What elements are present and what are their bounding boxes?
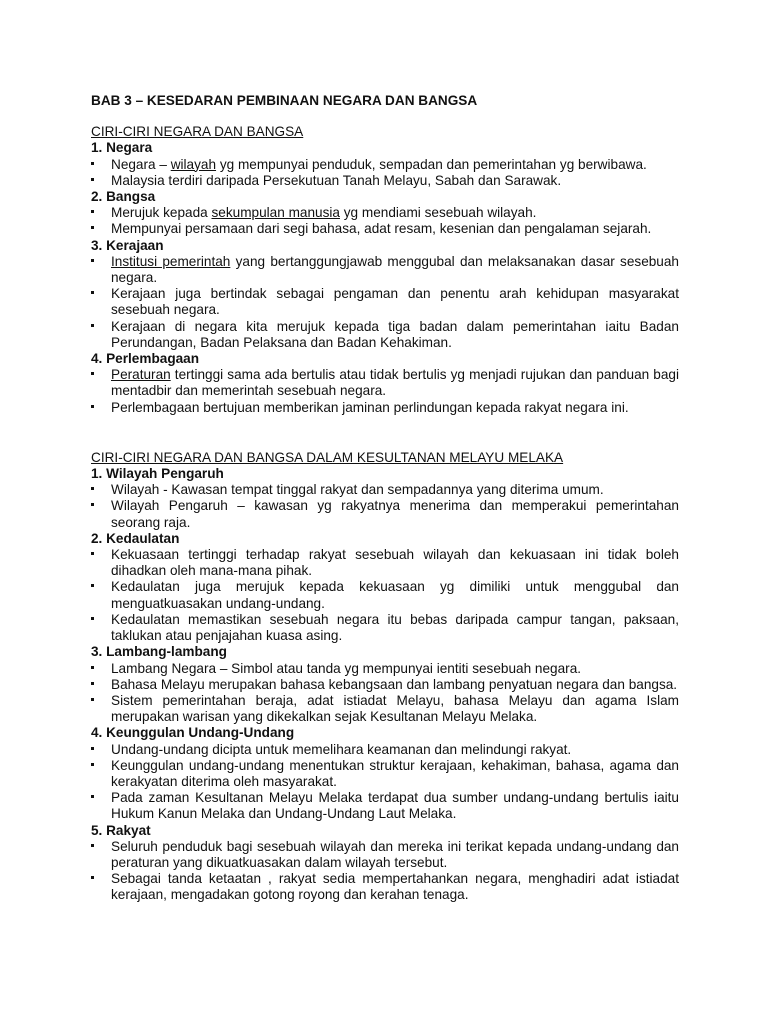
bullet-perlembagaan-1: Peraturan tertinggi sama ada bertulis atau tidak bertulis yg menjadi rujukan dan panduan bagi mentadbir dan memerintah sesebuah negara. xyxy=(91,367,679,399)
bullet-negara-2: Malaysia terdiri daripada Persekutuan Tanah Melayu, Sabah dan Sarawak. xyxy=(91,173,679,189)
subheading-bangsa: 2. Bangsa xyxy=(91,189,156,205)
bullet-icon xyxy=(91,291,94,294)
bullet-kedaulatan-3: Kedaulatan memastikan sesebuah negara itu bebas daripada campur tangan, paksaan, taklukan atau penjajahan kuasa asing. xyxy=(91,612,679,644)
bullet-icon xyxy=(91,666,94,669)
bullet-icon xyxy=(91,226,94,229)
subheading-kedaulatan: 2. Kedaulatan xyxy=(91,530,180,546)
section-heading-ciri-ciri: CIRI-CIRI NEGARA DAN BANGSA xyxy=(91,124,304,140)
subheading-lambang: 3. Lambang-lambang xyxy=(91,644,227,660)
bullet-negara-1: Negara – wilayah yg mempunyai penduduk, sempadan dan pemerintahan yg berwibawa. xyxy=(91,157,679,173)
bullet-icon xyxy=(91,763,94,766)
subheading-kerajaan: 3. Kerajaan xyxy=(91,237,164,253)
bullet-rakyat-2: Sebagai tanda ketaatan , rakyat sedia mempertahankan negara, menghadiri adat istiadat kerajaan, mengadakan gotong royong dan kerahan tenaga. xyxy=(91,871,679,903)
bullet-icon xyxy=(91,844,94,847)
subheading-negara: 1. Negara xyxy=(91,140,153,156)
bullet-icon xyxy=(91,487,94,490)
bullet-bangsa-1: Merujuk kepada sekumpulan manusia yg mendiami sesebuah wilayah. xyxy=(91,205,679,221)
bullet-rakyat-1: Seluruh penduduk bagi sesebuah wilayah dan mereka ini terikat kepada undang-undang dan peraturan yang dikuatkuasakan dalam wilayah tersebut. xyxy=(91,839,679,871)
bullet-bangsa-2: Mempunyai persamaan dari segi bahasa, adat resam, kesenian dan pengalaman sejarah. xyxy=(91,221,679,237)
chapter-title: BAB 3 – KESEDARAN PEMBINAAN NEGARA DAN BANGSA xyxy=(91,93,478,108)
bullet-kedaulatan-1: Kekuasaan tertinggi terhadap rakyat sesebuah wilayah dan kekuasaan ini tidak boleh dihadkan oleh mana-mana pihak. xyxy=(91,547,679,579)
bullet-icon xyxy=(91,503,94,506)
bullet-lambang-1: Lambang Negara – Simbol atau tanda yg mempunyai ientiti sesebuah negara. xyxy=(91,661,679,677)
section-heading-kesultanan: CIRI-CIRI NEGARA DAN BANGSA DALAM KESULTANAN MELAYU MELAKA xyxy=(91,449,564,465)
subheading-perlembagaan: 4. Perlembagaan xyxy=(91,351,200,367)
bullet-icon xyxy=(91,747,94,750)
bullet-icon xyxy=(91,584,94,587)
subheading-keunggulan: 4. Keunggulan Undang-Undang xyxy=(91,725,295,741)
bullet-wilayah-1: Wilayah - Kawasan tempat tinggal rakyat dan sempadannya yang diterima umum. xyxy=(91,482,679,498)
bullet-keunggulan-2: Keunggulan undang-undang menentukan struktur kerajaan, kehakiman, bahasa, agama dan kerakyatan diterima oleh masyarakat. xyxy=(91,758,679,790)
bullet-kerajaan-3: Kerajaan di negara kita merujuk kepada tiga badan dalam pemerintahan iaitu Badan Perundangan, Badan Pelaksana dan Badan Kehakiman. xyxy=(91,319,679,351)
bullet-icon xyxy=(91,795,94,798)
bullet-icon xyxy=(91,178,94,181)
bullet-kerajaan-2: Kerajaan juga bertindak sebagai pengaman dan penentu arah kehidupan masyarakat sesebuah negara. xyxy=(91,286,679,318)
bullet-icon xyxy=(91,162,94,165)
document-body xyxy=(91,93,679,904)
bullet-icon xyxy=(91,372,94,375)
bullet-lambang-2: Bahasa Melayu merupakan bahasa kebangsaan dan lambang penyatuan negara dan bangsa. xyxy=(91,677,679,693)
bullet-icon xyxy=(91,405,94,408)
bullet-icon xyxy=(91,682,94,685)
bullet-lambang-3: Sistem pemerintahan beraja, adat istiadat Melayu, bahasa Melayu dan agama Islam merupakan warisan yang dikekalkan sejak Kesultanan Melayu Melaka. xyxy=(91,693,679,725)
bullet-icon xyxy=(91,876,94,879)
bullet-icon xyxy=(91,698,94,701)
bullet-wilayah-2: Wilayah Pengaruh – kawasan yg rakyatnya menerima dan memperakui pemerintahan seorang raja. xyxy=(91,498,679,530)
bullet-kedaulatan-2: Kedaulatan juga merujuk kepada kekuasaan yg dimiliki untuk menggubal dan menguatkuasakan undang-undang. xyxy=(91,579,679,611)
bullet-icon xyxy=(91,552,94,555)
subheading-wilayah: 1. Wilayah Pengaruh xyxy=(91,466,224,482)
bullet-icon xyxy=(91,324,94,327)
bullet-icon xyxy=(91,259,94,262)
subheading-rakyat: 5. Rakyat xyxy=(91,822,151,838)
bullet-icon xyxy=(91,210,94,213)
bullet-keunggulan-3: Pada zaman Kesultanan Melayu Melaka terdapat dua sumber undang-undang bertulis iaitu Hukum Kanun Melaka dan Undang-Undang Laut Melaka. xyxy=(91,790,679,822)
bullet-icon xyxy=(91,617,94,620)
bullet-keunggulan-1: Undang-undang dicipta untuk memelihara keamanan dan melindungi rakyat. xyxy=(91,742,679,758)
bullet-kerajaan-1: Institusi pemerintah yang bertanggungjawab menggubal dan melaksanakan dasar sesebuah negara. xyxy=(91,254,679,286)
bullet-perlembagaan-2: Perlembagaan bertujuan memberikan jaminan perlindungan kepada rakyat negara ini. xyxy=(91,400,679,416)
